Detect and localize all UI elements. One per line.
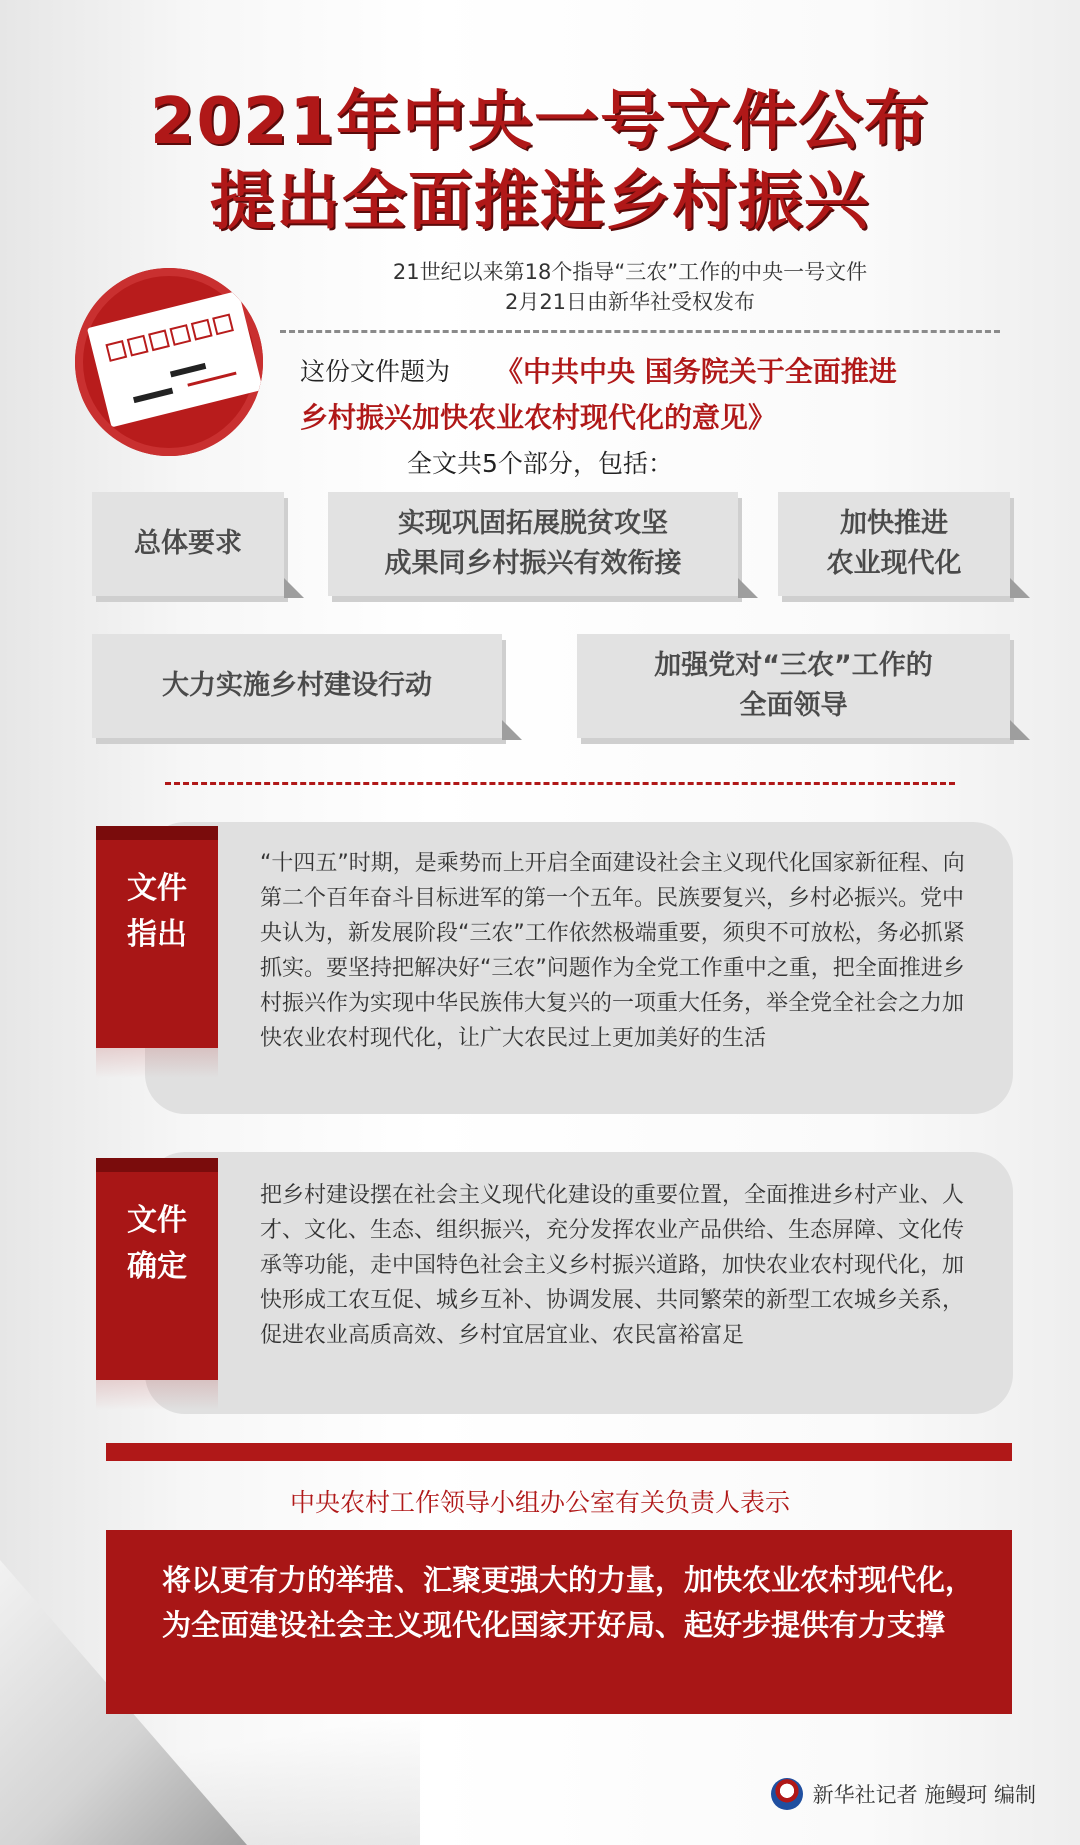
part-label: 全面领导 — [739, 690, 848, 721]
page-title-line-1: 2021年中央一号文件公布 — [149, 85, 931, 159]
part-label: 加强党对“三农”工作的 — [654, 650, 933, 681]
red-divider-bar — [106, 1443, 1012, 1461]
section-tag-line: 指出 — [127, 917, 187, 952]
footer-credit — [771, 1778, 1036, 1810]
subtitle-line-2: 2月21日由新华社受权发布 — [504, 290, 756, 314]
envelope-line — [170, 363, 206, 378]
part-label: 总体要求 — [134, 528, 242, 559]
envelope-badge — [75, 268, 263, 456]
section-text: “十四五”时期，是乘势而上开启全面建设社会主义现代化国家新征程、向第二个百年奋斗目标进军的第一个五年。民族要复兴，乡村必振兴。党中央认为，新发展阶段“三农”工作依然极端重要，须臾不可放松，务必抓紧抓实。要坚持把解决好“三农”问题作为全党工作重中之重，把全面推进乡村振兴作为实现中华民族伟大复兴的一项重大任务，举全党全社会之力加快农业农村现代化，让广大农民过上更加美好的生活 — [260, 851, 965, 1051]
footer-credit-text: 新华社记者 施鳗珂 编制 — [812, 1783, 1036, 1807]
section-tag-line: 确定 — [127, 1249, 187, 1284]
section-tag-line: 文件 — [127, 1203, 187, 1238]
part-label: 成果同乡村振兴有效衔接 — [384, 548, 682, 579]
part-label: 加快推进 — [840, 508, 948, 539]
document-name-line-2: 乡村振兴加快农业农村现代化的意见》 — [300, 401, 777, 434]
part-card-party-leadership — [577, 634, 1010, 738]
document-intro: 这份文件题为 — [300, 357, 451, 386]
section-text: 把乡村建设摆在社会主义现代化建设的重要位置，全面推进乡村产业、人才、文化、生态、组织振兴，充分发挥农业产品供给、生态屏障、文化传承等功能，走中国特色社会主义乡村振兴道路，加快农业农村现代化，加快形成工农互促、城乡互补、协调发展、共同繁荣的新型工农城乡关系，促进农业高质高效、乡村宜居宜业、农民富裕富足 — [260, 1183, 965, 1348]
statement-source: 中央农村工作领导小组办公室有关负责人表示 — [289, 1488, 790, 1517]
part-card-overall-requirements — [92, 492, 284, 596]
part-label: 大力实施乡村建设行动 — [162, 670, 432, 701]
tag-reflection — [96, 1340, 218, 1410]
part-card-agricultural-modernization — [778, 492, 1010, 596]
document-name-line-1: 《中共中央 国务院关于全面推进 — [495, 355, 897, 388]
page-title-line-2: 提出全面推进乡村振兴 — [210, 165, 870, 239]
envelope-line — [187, 372, 236, 387]
envelope-icon — [87, 291, 263, 428]
tag-reflection — [96, 1008, 218, 1078]
subtitle-line-1: 21世纪以来第18个指导“三农”工作的中央一号文件 — [392, 260, 868, 284]
dashed-divider — [165, 782, 955, 785]
part-card-rural-construction — [92, 634, 502, 738]
envelope-postcode-boxes — [105, 313, 234, 361]
xinhua-logo-icon — [771, 1778, 803, 1810]
parts-intro: 全文共5个部分，包括： — [407, 449, 673, 478]
statement-text: 将以更有力的举措、汇聚更强大的力量，加快农业农村现代化，为全面建设社会主义现代化国家开好局、起好步提供有力支撑 — [162, 1563, 975, 1642]
part-label: 实现巩固拓展脱贫攻坚 — [398, 508, 668, 539]
part-label: 农业现代化 — [826, 548, 962, 579]
section-tag-line: 文件 — [127, 871, 187, 906]
envelope-line — [133, 388, 173, 403]
part-card-poverty-alleviation — [328, 492, 738, 596]
dashed-divider — [280, 330, 1000, 333]
